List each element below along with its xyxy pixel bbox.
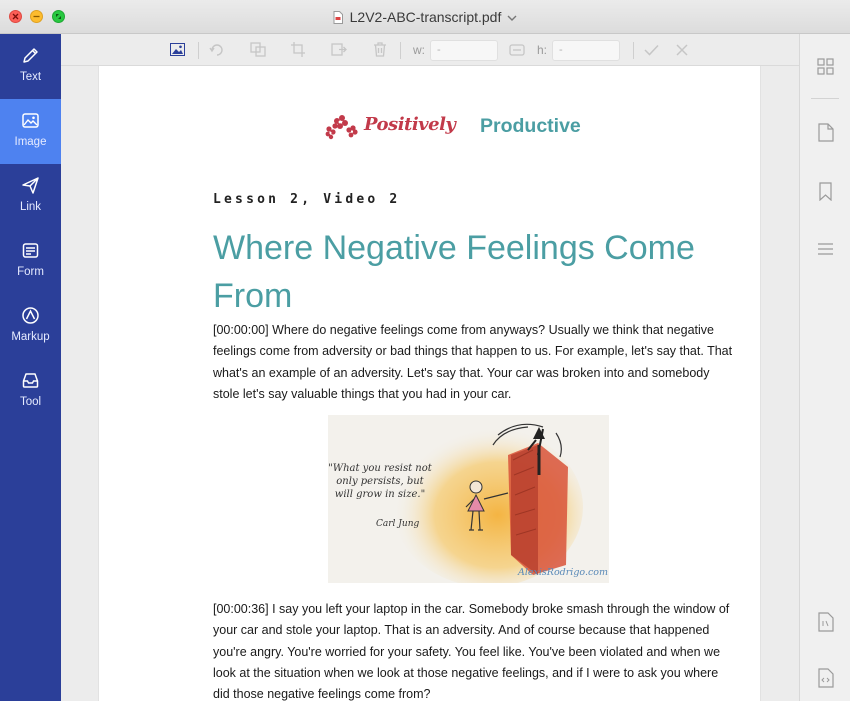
extract-image-icon[interactable] [250, 42, 266, 57]
delete-icon[interactable] [373, 42, 387, 57]
markup-icon [21, 306, 40, 325]
confirm-check-icon[interactable] [644, 44, 659, 56]
page-icon[interactable] [817, 123, 834, 142]
sidebar-item-tool[interactable] [0, 359, 61, 424]
logo-script-text: Positively [364, 114, 456, 135]
lock-aspect-ratio-icon[interactable] [509, 44, 525, 56]
insert-image-icon[interactable] [170, 43, 185, 56]
flower-logo-icon [323, 112, 359, 140]
carl-jung-quote-illustration[interactable] [328, 415, 609, 583]
tool-icon [21, 371, 40, 390]
height-label: h: [537, 43, 548, 57]
pdf-file-icon [333, 11, 343, 27]
sidebar-item-form[interactable] [0, 229, 61, 294]
page-number-icon[interactable] [817, 612, 834, 632]
rotate-icon[interactable] [209, 42, 225, 57]
page-title: Where Negative Feelings Come From [213, 229, 695, 315]
height-input[interactable]: - [552, 40, 620, 61]
pdf-page[interactable] [98, 66, 761, 701]
document-viewport[interactable] [61, 66, 799, 701]
illustration-quote-author: Carl Jung [376, 519, 420, 529]
sidebar-item-image[interactable] [0, 99, 61, 164]
toolbar-divider [198, 42, 199, 59]
left-tool-sidebar [0, 34, 61, 701]
right-sidebar-divider [811, 98, 839, 99]
window-title-text: L2V2-ABC-transcript.pdf [349, 9, 502, 25]
illustration-quote: "What you resist not only persists, but will grow in size." [328, 463, 432, 500]
transcript-paragraph-2: [00:00:36] I say you left your laptop in the car. Somebody broke smash through the window of your car and stole your laptop. That is an adversity. And of course because that happened you're angry. You're worried for your safety. You feel like. You've been violated and when we look at the situation when we look at those negative feelings, and if I were to ask you where did those negative feelings come from? [213, 602, 730, 701]
width-label: w: [413, 43, 425, 57]
outline-list-icon[interactable] [817, 242, 834, 256]
chevron-down-icon[interactable] [507, 8, 517, 24]
toolbar-divider [633, 42, 634, 59]
sidebar-item-markup[interactable] [0, 294, 61, 359]
code-page-icon[interactable] [817, 668, 834, 688]
replace-image-icon[interactable] [331, 42, 347, 57]
sidebar-item-link[interactable] [0, 164, 61, 229]
lesson-subtitle: Lesson 2, Video 2 [213, 192, 401, 207]
thumbnails-grid-icon[interactable] [817, 58, 834, 75]
sidebar-item-label: Image [14, 136, 47, 148]
width-input[interactable]: - [430, 40, 498, 61]
illustration-signature: AlexisRodrigo.com [518, 567, 609, 578]
toolbar-divider [400, 42, 401, 59]
sidebar-item-label: Tool [19, 396, 42, 408]
right-sidebar [799, 34, 850, 701]
image-icon [21, 111, 40, 130]
form-icon [21, 241, 40, 260]
bookmark-icon[interactable] [817, 182, 834, 201]
sidebar-item-label: Text [19, 71, 42, 83]
crop-icon[interactable] [291, 42, 305, 57]
sidebar-item-label: Markup [11, 331, 50, 343]
cancel-x-icon[interactable] [676, 44, 688, 56]
transcript-paragraph-1: [00:00:00] Where do negative feelings come from anyways? Usually we think that negative feelings come from adversity or bad things that happen to us. For example, let's say that. That what's an example of an adversity. Let's say that. Your car was broken into and somebody stole let's say valuable things that you had in your car. [213, 323, 733, 401]
sidebar-item-label: Form [17, 266, 44, 278]
link-icon [21, 176, 40, 195]
sidebar-item-text[interactable] [0, 34, 61, 99]
sidebar-item-label: Link [19, 201, 42, 213]
logo-productive-text: Productive [480, 115, 581, 137]
window-title[interactable] [0, 8, 850, 27]
image-toolbar [61, 34, 799, 66]
pen-icon [21, 46, 40, 65]
title-bar [0, 0, 850, 34]
